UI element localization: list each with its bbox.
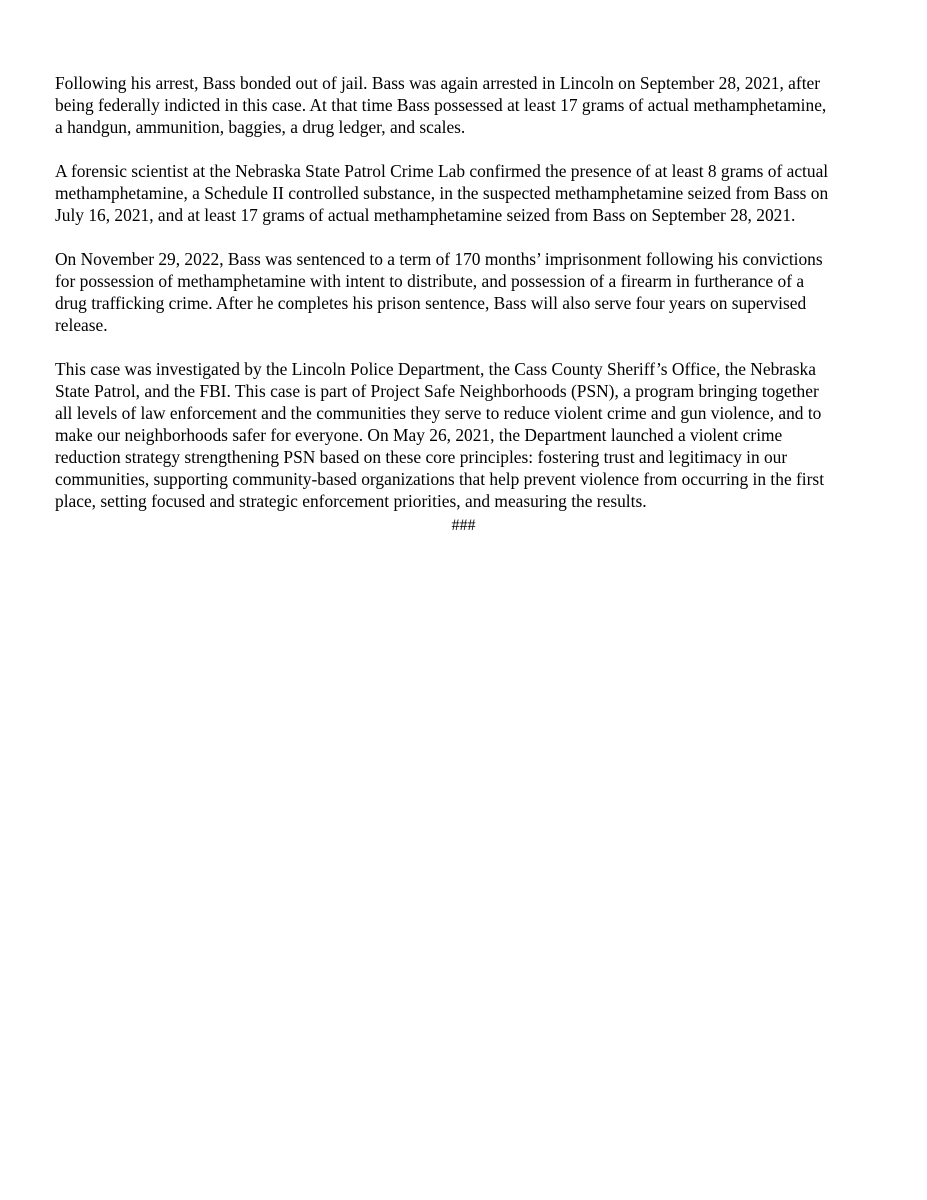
- text-line: place, setting focused and strategic enforcement priorities, and measuring the results.: [55, 491, 647, 511]
- paragraph-spacer: [55, 226, 875, 248]
- text-line: release.: [55, 315, 108, 335]
- text-line: for possession of methamphetamine with intent to distribute, and possession of a firearm in furtherance of a: [55, 271, 805, 291]
- paragraph-investigation-psn: [55, 358, 875, 512]
- text-line: being federally indicted in this case. At that time Bass possessed at least 17 grams of actual methamphetamine,: [55, 95, 827, 115]
- text-line: communities, supporting community-based organizations that help prevent violence from occurring in the first: [55, 469, 825, 489]
- paragraph-spacer: [55, 138, 875, 160]
- paragraph-spacer: [55, 336, 875, 358]
- end-of-release-mark: ###: [451, 517, 476, 534]
- text-line: This case was investigated by the Lincoln Police Department, the Cass County Sheriff’s Office, the Nebraska: [55, 359, 816, 379]
- text-line: drug trafficking crime. After he completes his prison sentence, Bass will also serve four years on supervised: [55, 293, 807, 313]
- text-line: a handgun, ammunition, baggies, a drug ledger, and scales.: [55, 117, 466, 137]
- text-line: July 16, 2021, and at least 17 grams of actual methamphetamine seized from Bass on September 28, 2021.: [55, 205, 796, 225]
- document-body: [55, 72, 875, 512]
- text-line: methamphetamine, a Schedule II controlled substance, in the suspected methamphetamine seized from Bass on: [55, 183, 829, 203]
- text-line: all levels of law enforcement and the communities they serve to reduce violent crime and gun violence, and to: [55, 403, 822, 423]
- text-line: Following his arrest, Bass bonded out of jail. Bass was again arrested in Lincoln on September 28, 2021, after: [55, 73, 821, 93]
- text-line: make our neighborhoods safer for everyone. On May 26, 2021, the Department launched a violent crime: [55, 425, 783, 445]
- paragraph-crime-lab: [55, 160, 875, 226]
- text-line: State Patrol, and the FBI. This case is part of Project Safe Neighborhoods (PSN), a program bringing together: [55, 381, 819, 401]
- text-line: A forensic scientist at the Nebraska State Patrol Crime Lab confirmed the presence of at least 8 grams of actual: [55, 161, 829, 181]
- text-line: On November 29, 2022, Bass was sentenced to a term of 170 months’ imprisonment following his convictions: [55, 249, 823, 269]
- text-line: reduction strategy strengthening PSN based on these core principles: fostering trust and legitimacy in our: [55, 447, 788, 467]
- paragraph-sentencing: [55, 248, 875, 336]
- paragraph-rearrest: [55, 72, 875, 138]
